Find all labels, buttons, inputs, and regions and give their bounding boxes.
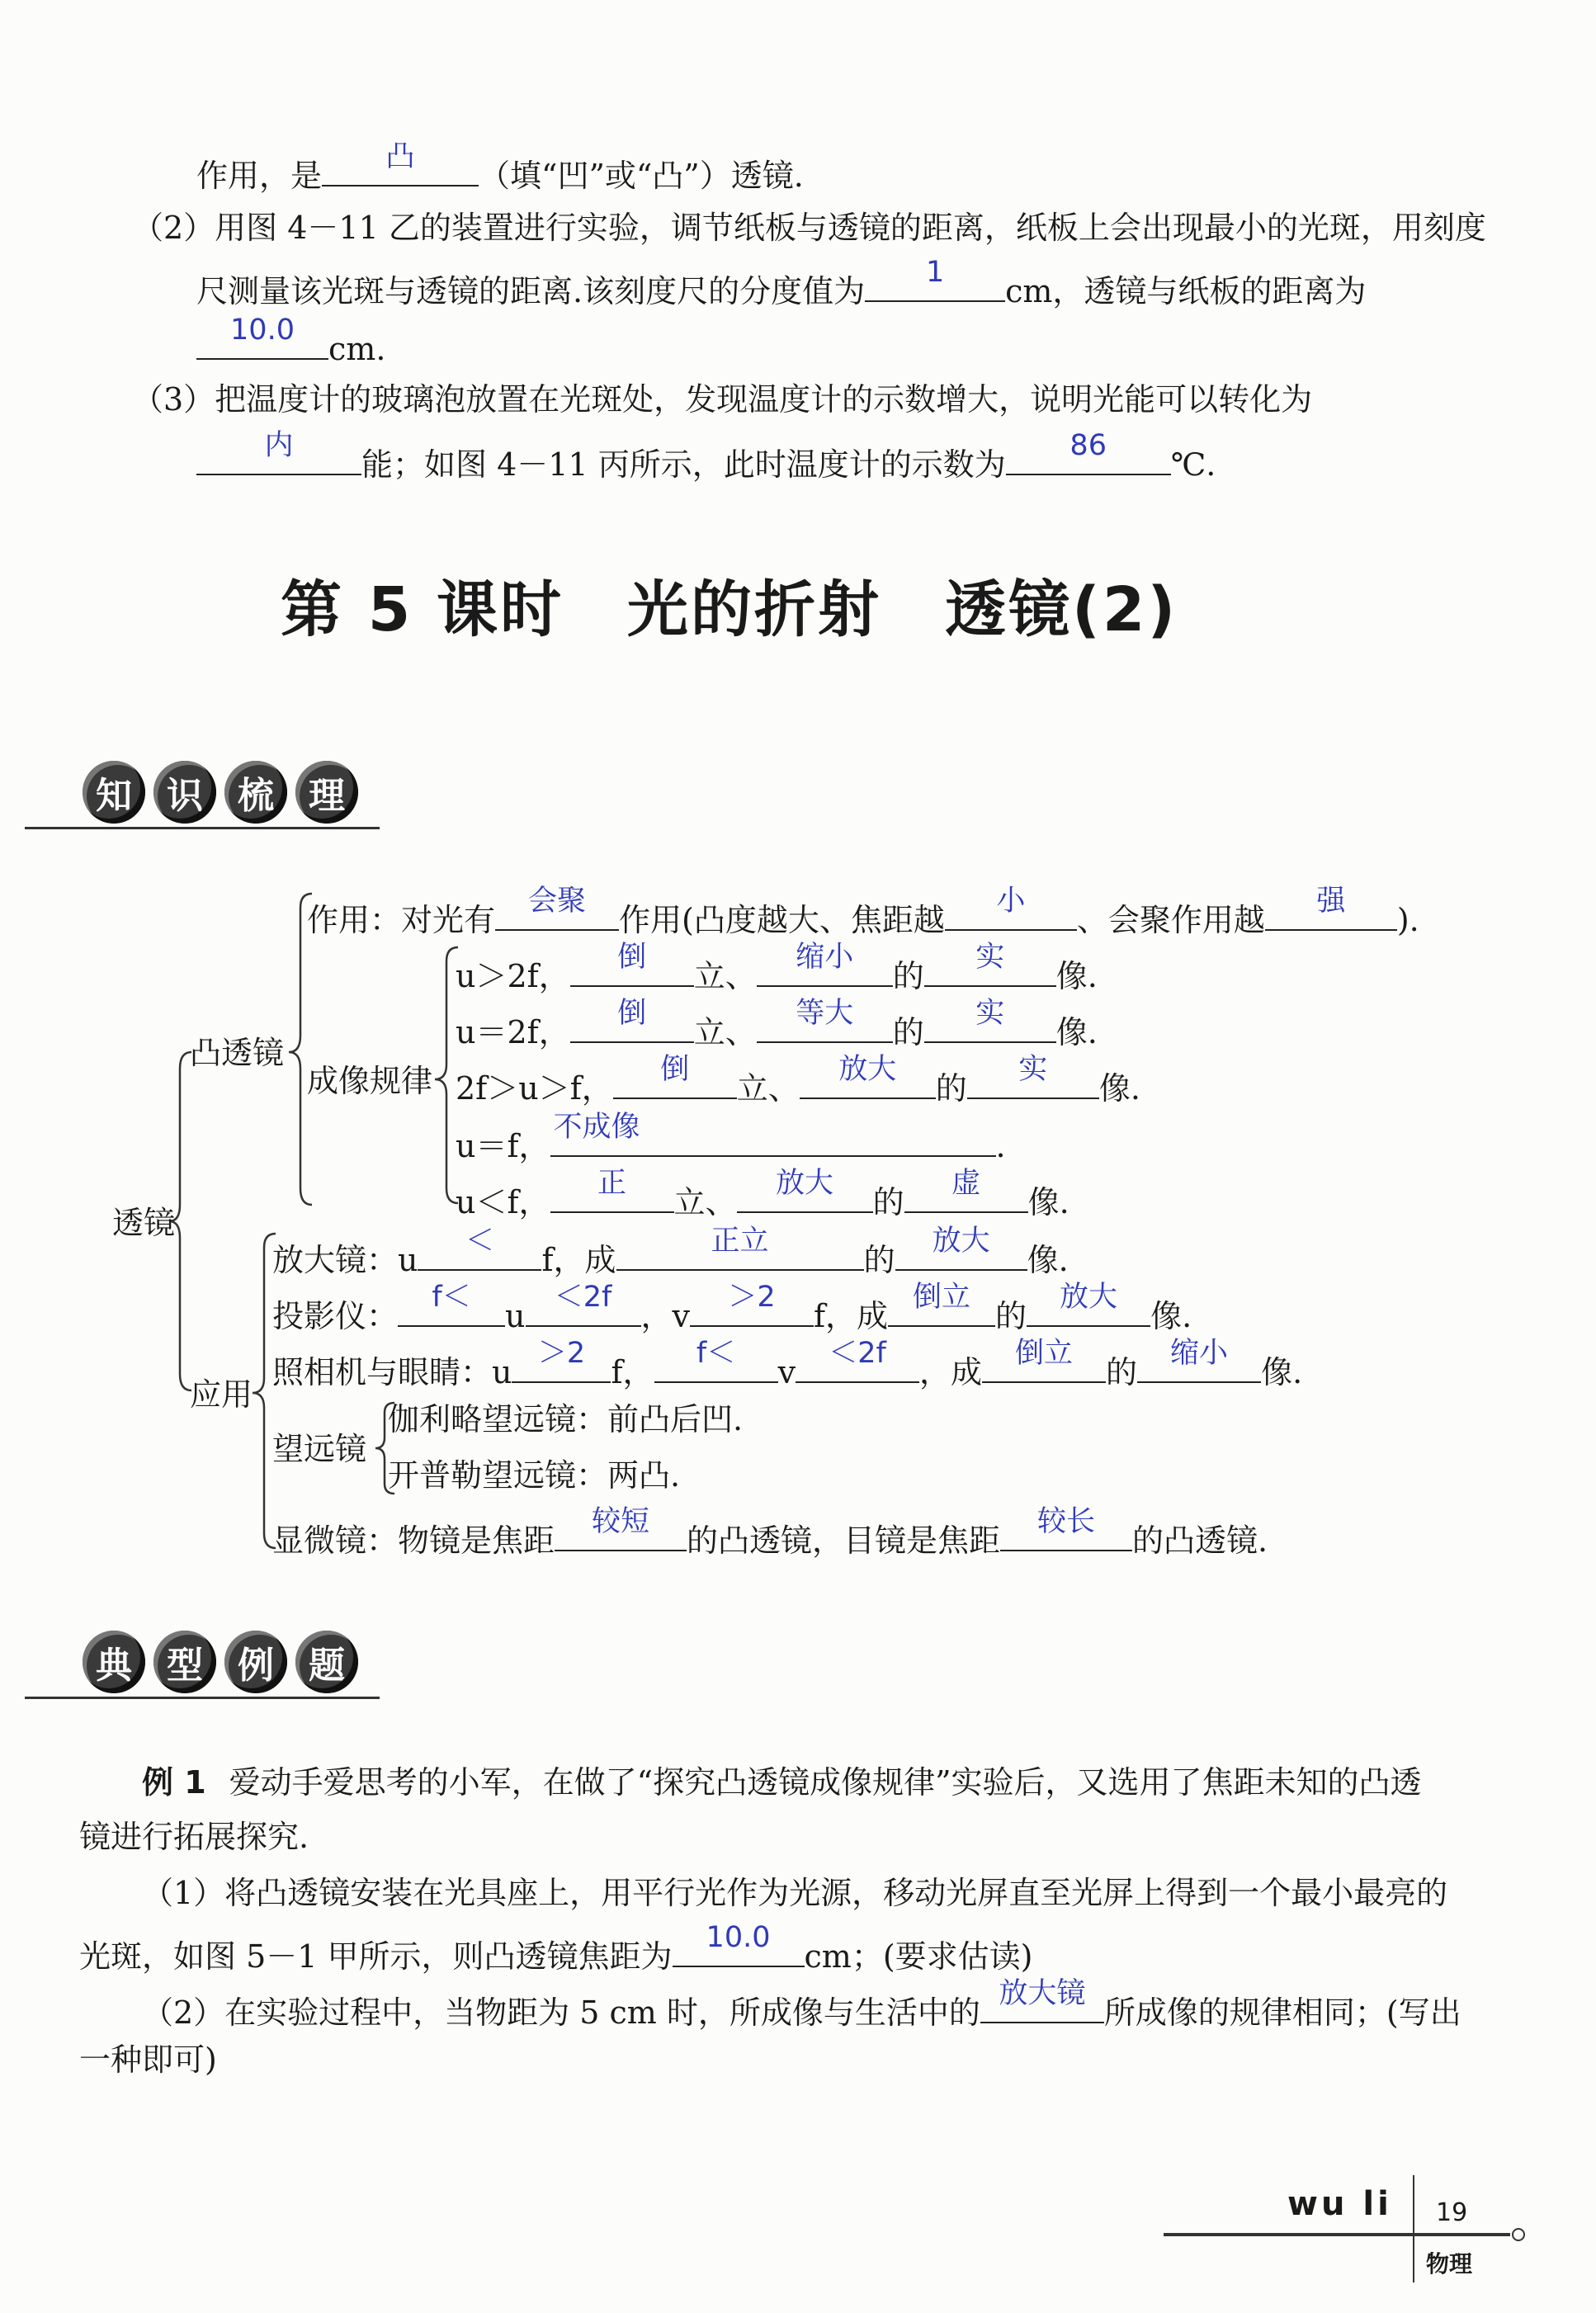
answer-blank — [495, 885, 619, 931]
answer-blank — [1000, 1505, 1132, 1551]
example-label: 例 1 — [142, 1764, 206, 1801]
handwritten-answer: 倒 — [660, 1053, 690, 1086]
handwritten-answer: 1 — [925, 256, 945, 289]
rule-row — [456, 1111, 1006, 1166]
text: v — [777, 1354, 796, 1390]
answer-blank — [967, 1053, 1099, 1099]
answer-blank — [1027, 1281, 1150, 1327]
handwritten-answer: f＜ — [696, 1337, 736, 1370]
rule-row — [456, 941, 1098, 996]
handwritten-answer: 凸 — [385, 140, 415, 173]
tree-telescope: 望远镜 — [272, 1431, 367, 1467]
text: 的凸透镜. — [1132, 1522, 1268, 1559]
handwritten-answer: 倒立 — [913, 1281, 971, 1314]
convex-brace — [289, 894, 312, 1205]
text: 的 — [1106, 1354, 1138, 1390]
text: cm；(要求估读) — [804, 1938, 1033, 1975]
example-line-1 — [142, 1763, 1422, 1802]
text: 的凸透镜，目镜是焦距 — [687, 1522, 1001, 1559]
text: 能；如图 4－11 丙所示，此时温度计的示数为 — [361, 446, 1006, 483]
answer-blank — [757, 997, 893, 1043]
text: 的 — [892, 1014, 924, 1050]
handwritten-answer: 较短 — [592, 1505, 650, 1538]
text: （2）用图 4－11 乙的装置进行实验，调节纸板与透镜的距离，纸板上会出现最小的光斑，用刻度 — [132, 210, 1486, 246]
handwritten-answer: ＜2f — [829, 1337, 886, 1370]
text: 像. — [1055, 958, 1098, 994]
answer-blank — [526, 1281, 641, 1327]
answer-blank — [555, 1505, 687, 1551]
handwritten-answer: 强 — [1316, 885, 1346, 918]
text: ，v — [640, 1298, 690, 1334]
handwritten-answer: 放大 — [932, 1225, 990, 1258]
text: 所成像的规律相同；(写出 — [1103, 1994, 1461, 2031]
rule-row — [456, 1053, 1140, 1108]
answer-blank — [613, 1053, 737, 1099]
handwritten-answer: 内 — [264, 429, 294, 462]
tree-convex: 凸透镜 — [190, 1035, 285, 1071]
answer-blank — [924, 941, 1056, 987]
handwritten-answer: 实 — [1018, 1053, 1048, 1086]
answer-blank — [512, 1337, 611, 1383]
text: 投影仪： — [272, 1298, 399, 1334]
handwritten-answer: 实 — [975, 997, 1005, 1030]
handwritten-answer: 不成像 — [553, 1111, 640, 1144]
text: f，成 — [541, 1242, 616, 1278]
text: 立、 — [673, 1184, 737, 1220]
text: 、会聚作用越 — [1076, 902, 1265, 938]
text: 立、 — [693, 958, 757, 994]
answer-blank — [945, 885, 1077, 931]
text: 作用：对光有 — [307, 902, 496, 938]
answer-blank — [570, 941, 694, 987]
handwritten-answer: 正 — [597, 1167, 627, 1200]
badge-char: 梳 — [224, 761, 287, 824]
text: u＝f， — [456, 1128, 550, 1164]
effect-line — [307, 885, 1419, 940]
footer-logo: wu li — [1287, 2185, 1392, 2223]
answer-blank — [800, 1053, 936, 1099]
text: u＞2f， — [456, 958, 570, 994]
answer-blank — [616, 1225, 864, 1271]
example-line-2: 镜进行拓展探究. — [79, 1819, 309, 1855]
text: 像. — [1261, 1354, 1303, 1390]
handwritten-answer: 较长 — [1037, 1505, 1096, 1538]
answer-blank — [550, 1111, 996, 1157]
handwritten-answer: 等大 — [796, 997, 854, 1030]
answer-blank — [570, 997, 694, 1043]
answer-blank — [980, 1977, 1104, 2023]
badge-char: 典 — [83, 1631, 145, 1693]
answer-blank — [895, 1225, 1027, 1271]
answer-blank — [1265, 885, 1397, 931]
handwritten-answer: ＜ — [465, 1225, 494, 1258]
answer-blank — [654, 1337, 778, 1383]
text: u — [505, 1298, 526, 1334]
text: 光斑，如图 5－1 甲所示，则凸透镜焦距为 — [79, 1938, 673, 1975]
text: 像. — [1055, 1014, 1098, 1050]
badge-char: 题 — [295, 1631, 358, 1693]
text: 像. — [1027, 1242, 1069, 1278]
text: f， — [611, 1354, 654, 1390]
badge-char: 型 — [153, 1631, 216, 1693]
handwritten-answer: 缩小 — [796, 941, 854, 974]
text: . — [995, 1128, 1006, 1164]
text: 尺测量该光斑与透镜的距离.该刻度尺的分度值为 — [196, 273, 866, 309]
answer-blank — [757, 941, 893, 987]
answer-blank — [398, 1281, 505, 1327]
section-header-examples — [83, 1631, 358, 1693]
handwritten-answer: 会聚 — [528, 885, 587, 918]
answer-blank — [1137, 1337, 1261, 1383]
badge-char: 例 — [224, 1631, 287, 1693]
text: 的 — [892, 958, 924, 994]
kepler-line: 开普勒望远镜：两凸. — [388, 1457, 681, 1494]
handwritten-answer: ＞2 — [728, 1281, 776, 1314]
tree-apply: 应用 — [190, 1376, 253, 1413]
magnifier-line — [272, 1225, 1069, 1280]
handwritten-answer: ＜2f — [554, 1281, 612, 1314]
handwritten-answer: 放大 — [776, 1167, 834, 1200]
text: （填“凹”或“凸”）透镜. — [479, 158, 804, 194]
badge-char: 识 — [153, 761, 216, 824]
rules-brace — [435, 947, 458, 1203]
tree-imaging: 成像规律 — [307, 1063, 433, 1099]
text: 作用，是 — [196, 158, 323, 194]
answer-blank — [888, 1281, 995, 1327]
text: 作用(凸度越大、焦距越 — [619, 902, 945, 938]
text: 的 — [995, 1298, 1027, 1334]
example-line-3: （1）将凸透镜安装在光具座上，用平行光作为光源，移动光屏直至光屏上得到一个最小最亮的 — [142, 1875, 1448, 1911]
footer-divider — [1413, 2175, 1414, 2282]
badge-char: 知 — [83, 761, 145, 824]
text: ). — [1396, 902, 1419, 938]
text: ，成 — [919, 1354, 983, 1390]
section-rule — [25, 1697, 380, 1699]
text: u＝2f， — [456, 1014, 570, 1050]
handwritten-answer: 实 — [975, 941, 1005, 974]
handwritten-answer: 10.0 — [230, 314, 295, 347]
handwritten-answer: 86 — [1070, 429, 1107, 462]
handwritten-answer: 小 — [996, 885, 1026, 918]
rule-row — [456, 1167, 1070, 1222]
example-line-6: 一种即可) — [79, 2042, 217, 2078]
text: 像. — [1150, 1298, 1192, 1334]
handwritten-answer: 放大 — [838, 1053, 897, 1086]
footer-rule — [1164, 2233, 1510, 2236]
example-line-4 — [79, 1921, 1033, 1976]
handwritten-answer: ＞2 — [537, 1337, 586, 1370]
text: 的 — [935, 1070, 967, 1107]
handwritten-answer: 放大 — [1060, 1281, 1118, 1314]
answer-blank — [550, 1167, 674, 1213]
answer-blank — [673, 1921, 805, 1967]
text: f，成 — [813, 1298, 889, 1334]
answer-blank — [418, 1225, 541, 1271]
text: 显微镜：物镜是焦距 — [272, 1522, 555, 1559]
text: 的 — [863, 1242, 895, 1278]
microscope-line — [272, 1505, 1268, 1560]
handwritten-answer: 倒 — [617, 941, 647, 974]
text: cm，透镜与纸板的距离为 — [1005, 273, 1367, 309]
tree-root: 透镜 — [112, 1205, 176, 1241]
text: 像. — [1027, 1184, 1070, 1220]
answer-blank — [982, 1337, 1106, 1383]
answer-blank — [924, 997, 1056, 1043]
text: 像. — [1098, 1070, 1140, 1107]
answer-blank — [796, 1337, 919, 1383]
camera-line — [272, 1337, 1303, 1392]
answer-blank — [904, 1167, 1028, 1213]
badge-char: 理 — [295, 761, 358, 824]
handwritten-answer: 虚 — [951, 1167, 981, 1200]
lesson-title: 第 5 课时 光的折射 透镜(2) — [281, 574, 1178, 645]
text: 放大镜：u — [272, 1242, 418, 1278]
text: 立、 — [693, 1014, 757, 1050]
text: cm. — [328, 331, 386, 367]
handwritten-answer: 倒立 — [1015, 1337, 1074, 1370]
text: 2f＞u＞f， — [456, 1070, 613, 1107]
example-line-5 — [142, 1977, 1461, 2032]
handwritten-answer: 正立 — [711, 1225, 769, 1258]
handwritten-answer: 倒 — [617, 997, 647, 1030]
text: 照相机与眼睛：u — [272, 1354, 512, 1390]
text: 爱动手爱思考的小军，在做了“探究凸透镜成像规律”实验后，又选用了焦距未知的凸透 — [229, 1764, 1422, 1801]
projector-line — [272, 1281, 1192, 1336]
text: 立、 — [736, 1070, 800, 1107]
text: u＜f， — [456, 1184, 550, 1220]
text: （2）在实验过程中，当物距为 5 cm 时，所成像与生活中的 — [142, 1994, 980, 2031]
page-number: 19 — [1436, 2198, 1468, 2227]
handwritten-answer: 放大镜 — [999, 1977, 1086, 2010]
handwritten-answer: 10.0 — [706, 1921, 771, 1954]
footer-subject: 物理 — [1426, 2250, 1473, 2278]
handwritten-answer: f＜ — [432, 1281, 471, 1314]
galileo-line: 伽利略望远镜：前凸后凹. — [388, 1401, 744, 1437]
text: （3）把温度计的玻璃泡放置在光斑处，发现温度计的示数增大，说明光能可以转化为 — [132, 381, 1313, 418]
rule-row — [456, 997, 1098, 1052]
footer-dot — [1512, 2228, 1525, 2241]
text: 的 — [872, 1184, 904, 1220]
text: ℃. — [1170, 446, 1216, 483]
answer-blank — [737, 1167, 873, 1213]
handwritten-answer: 缩小 — [1170, 1337, 1229, 1370]
answer-blank — [690, 1281, 814, 1327]
